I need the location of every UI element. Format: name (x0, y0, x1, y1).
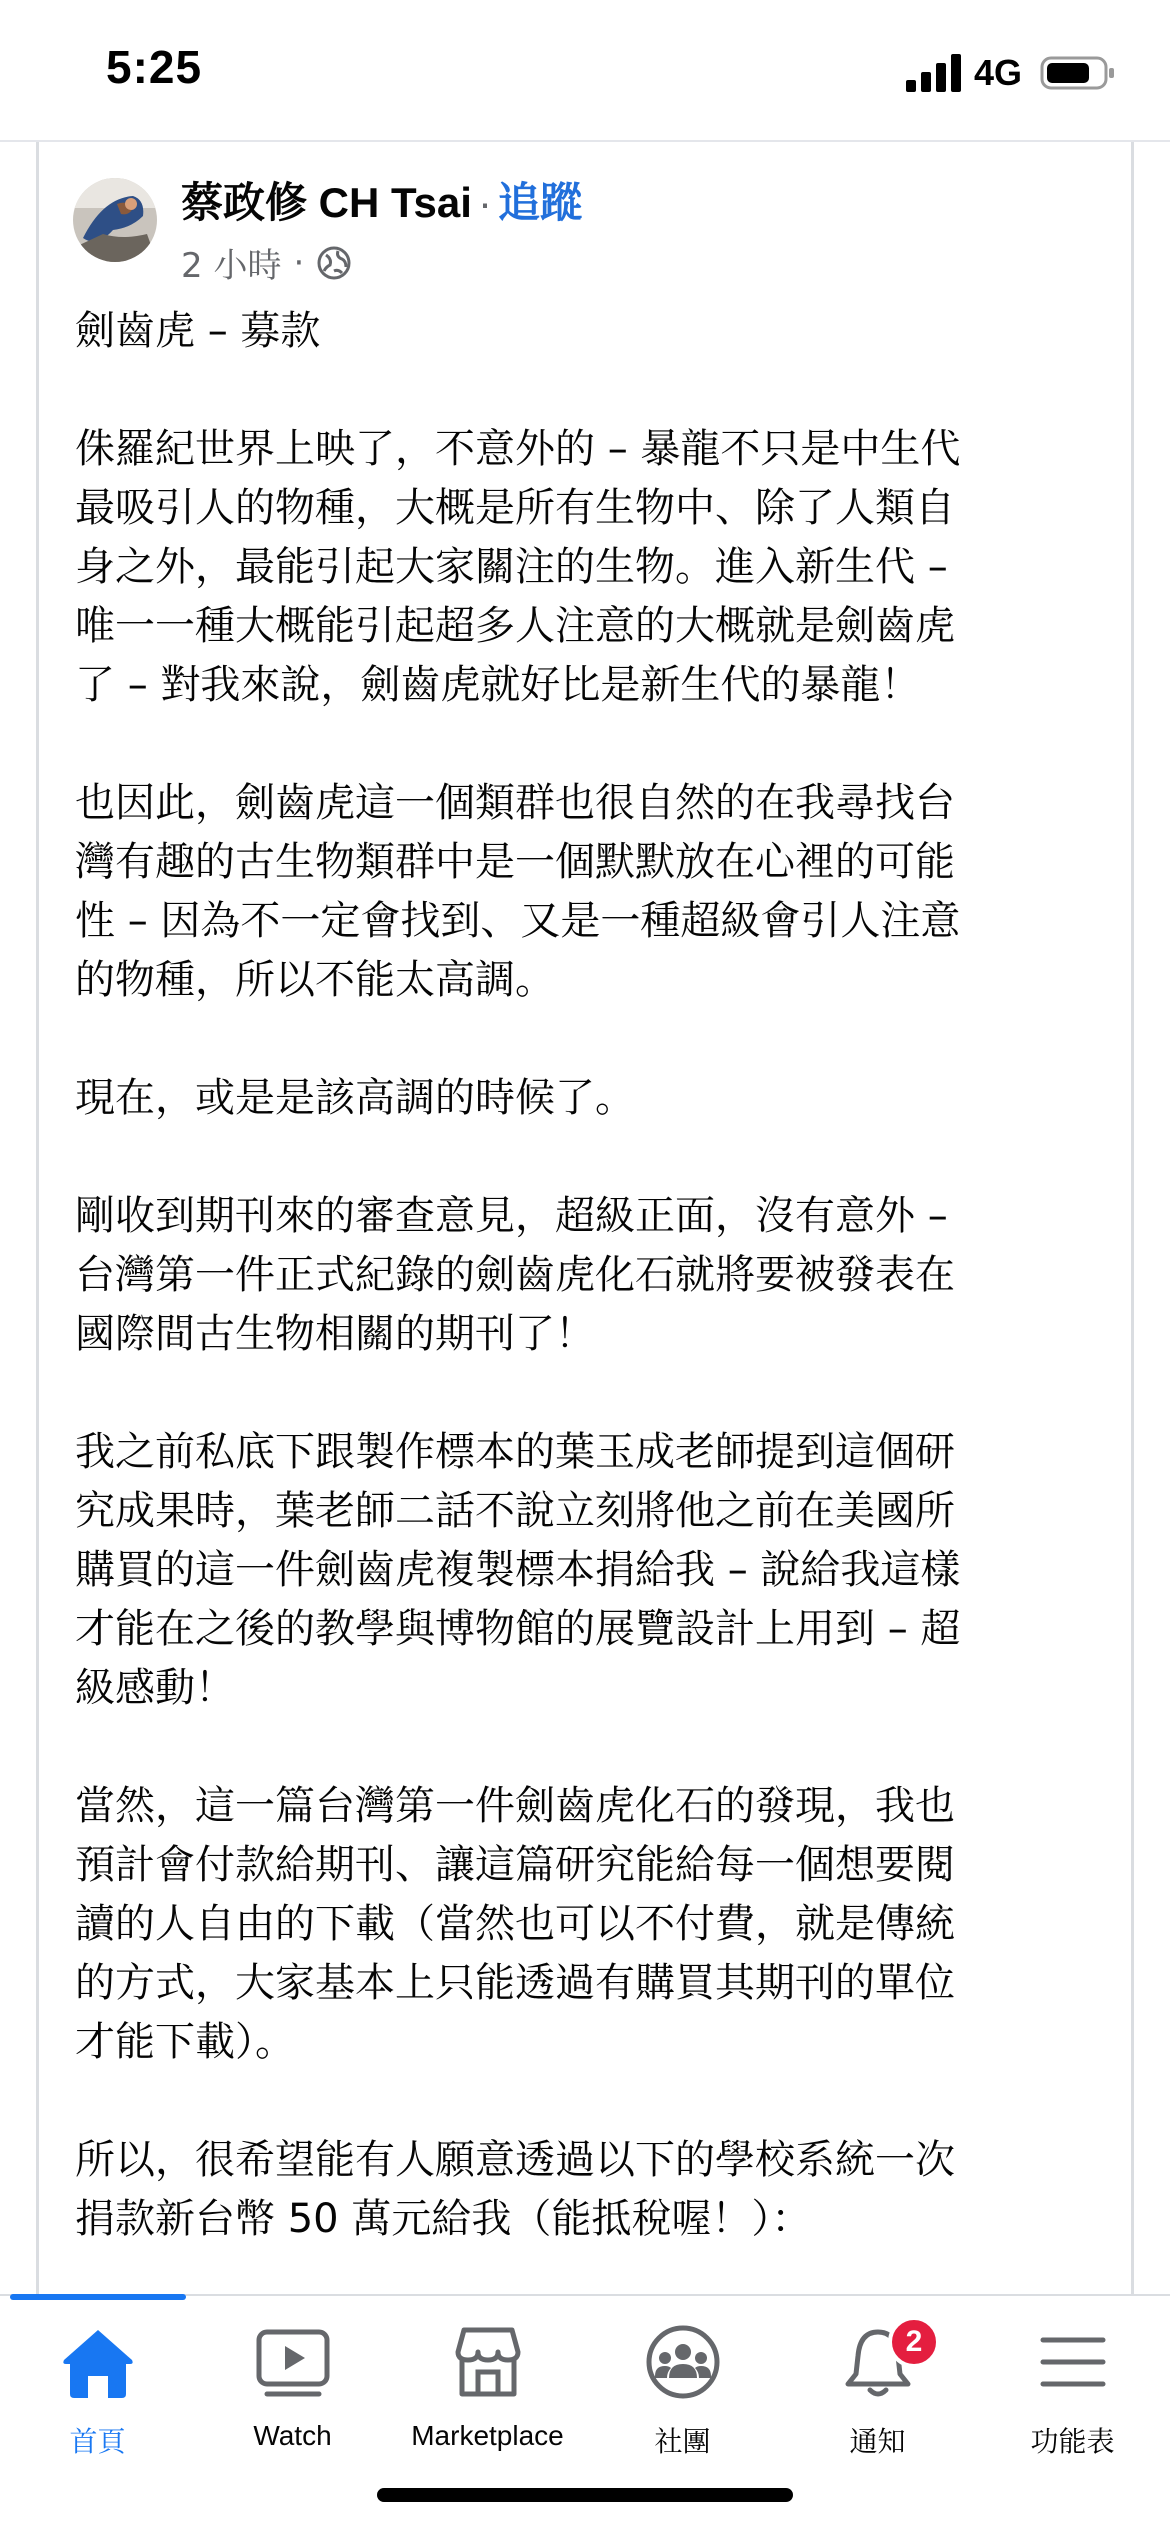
post-paragraph: 所以，很希望能有人願意透過以下的學校系統一次 捐款新台幣 50 萬元給我（能抵稅喔！）： (75, 2137, 955, 2242)
home-indicator[interactable] (377, 2488, 793, 2502)
tab-label: Watch (253, 2420, 332, 2451)
meta-separator: · (293, 242, 305, 283)
post-paragraph: 我之前私底下跟製作標本的葉玉成老師提到這個研 究成果時，葉老師二話不說立刻將他之前在美國所 購買的這一件劍齒虎複製標本捐給我 – 說給我這樣 才能在之後的教學與博物館的展覽設計上用到 – 超 級感動！ (75, 1429, 961, 1711)
post-meta (181, 238, 352, 287)
post-paragraph: 劍齒虎 – 募款 (75, 308, 321, 354)
avatar[interactable] (73, 178, 157, 262)
post-author[interactable] (181, 170, 582, 230)
globe-icon (316, 245, 352, 281)
home-icon (58, 2322, 138, 2402)
menu-icon (1033, 2322, 1113, 2402)
battery-icon (1040, 54, 1116, 92)
tab-watch[interactable] (195, 2322, 390, 2472)
tab-menu[interactable] (975, 2322, 1170, 2472)
status-time: 5:25 (106, 41, 203, 93)
network-type: 4G (974, 52, 1023, 93)
tab-marketplace[interactable] (390, 2322, 585, 2472)
post-paragraph: 侏羅紀世界上映了，不意外的 – 暴龍不只是中生代 最吸引人的物種，大概是所有生物中、除了人類自 身之外，最能引起大家關注的生物。進入新生代 – 唯一一種大概能引起超多人注意的大概就是劍齒虎 了 – 對我來說，劍齒虎就好比是新生代的暴龍！ (75, 426, 961, 708)
author-name[interactable]: 蔡政修 CH Tsai (181, 179, 472, 226)
tab-label: 社團 (654, 2426, 711, 2457)
active-tab-indicator (10, 2294, 186, 2300)
status-bar (0, 0, 1170, 140)
post-body (75, 302, 1105, 2249)
tab-label: Marketplace (411, 2420, 564, 2451)
notification-badge: 2 (888, 2316, 940, 2368)
tab-home[interactable] (0, 2322, 195, 2472)
post-time[interactable]: 2 小時 (181, 246, 282, 286)
tab-label: 通知 (849, 2426, 906, 2457)
marketplace-icon (448, 2322, 528, 2402)
tab-groups[interactable] (585, 2322, 780, 2472)
tab-label: 首頁 (69, 2426, 126, 2457)
tab-notifications[interactable] (780, 2322, 975, 2472)
post-paragraph: 現在，或是是該高調的時候了。 (75, 1075, 635, 1121)
post-card (36, 142, 1134, 2294)
author-separator: · (477, 179, 492, 226)
post-paragraph: 剛收到期刊來的審查意見，超級正面，沒有意外 – 台灣第一件正式紀錄的劍齒虎化石就將要被發表在 國際間古生物相關的期刊了！ (75, 1193, 955, 1357)
post-paragraph: 也因此，劍齒虎這一個類群也很自然的在我尋找台 灣有趣的古生物類群中是一個默默放在心裡的可能 性 – 因為不一定會找到、又是一種超級會引人注意 的物種，所以不能太高調。 (75, 780, 961, 1003)
tab-label: 功能表 (1030, 2426, 1115, 2457)
post-paragraph: 當然，這一篇台灣第一件劍齒虎化石的發現，我也 預計會付款給期刊、讓這篇研究能給每一個想要閱 讀的人自由的下載（當然也可以不付費，就是傳統 的方式，大家基本上只能透過有購買其期刊的單位 才能下載）。 (75, 1783, 955, 2065)
groups-icon (643, 2322, 723, 2402)
signal-icon (906, 54, 962, 92)
watch-icon (253, 2322, 333, 2402)
follow-button[interactable]: 追蹤 (497, 179, 582, 226)
